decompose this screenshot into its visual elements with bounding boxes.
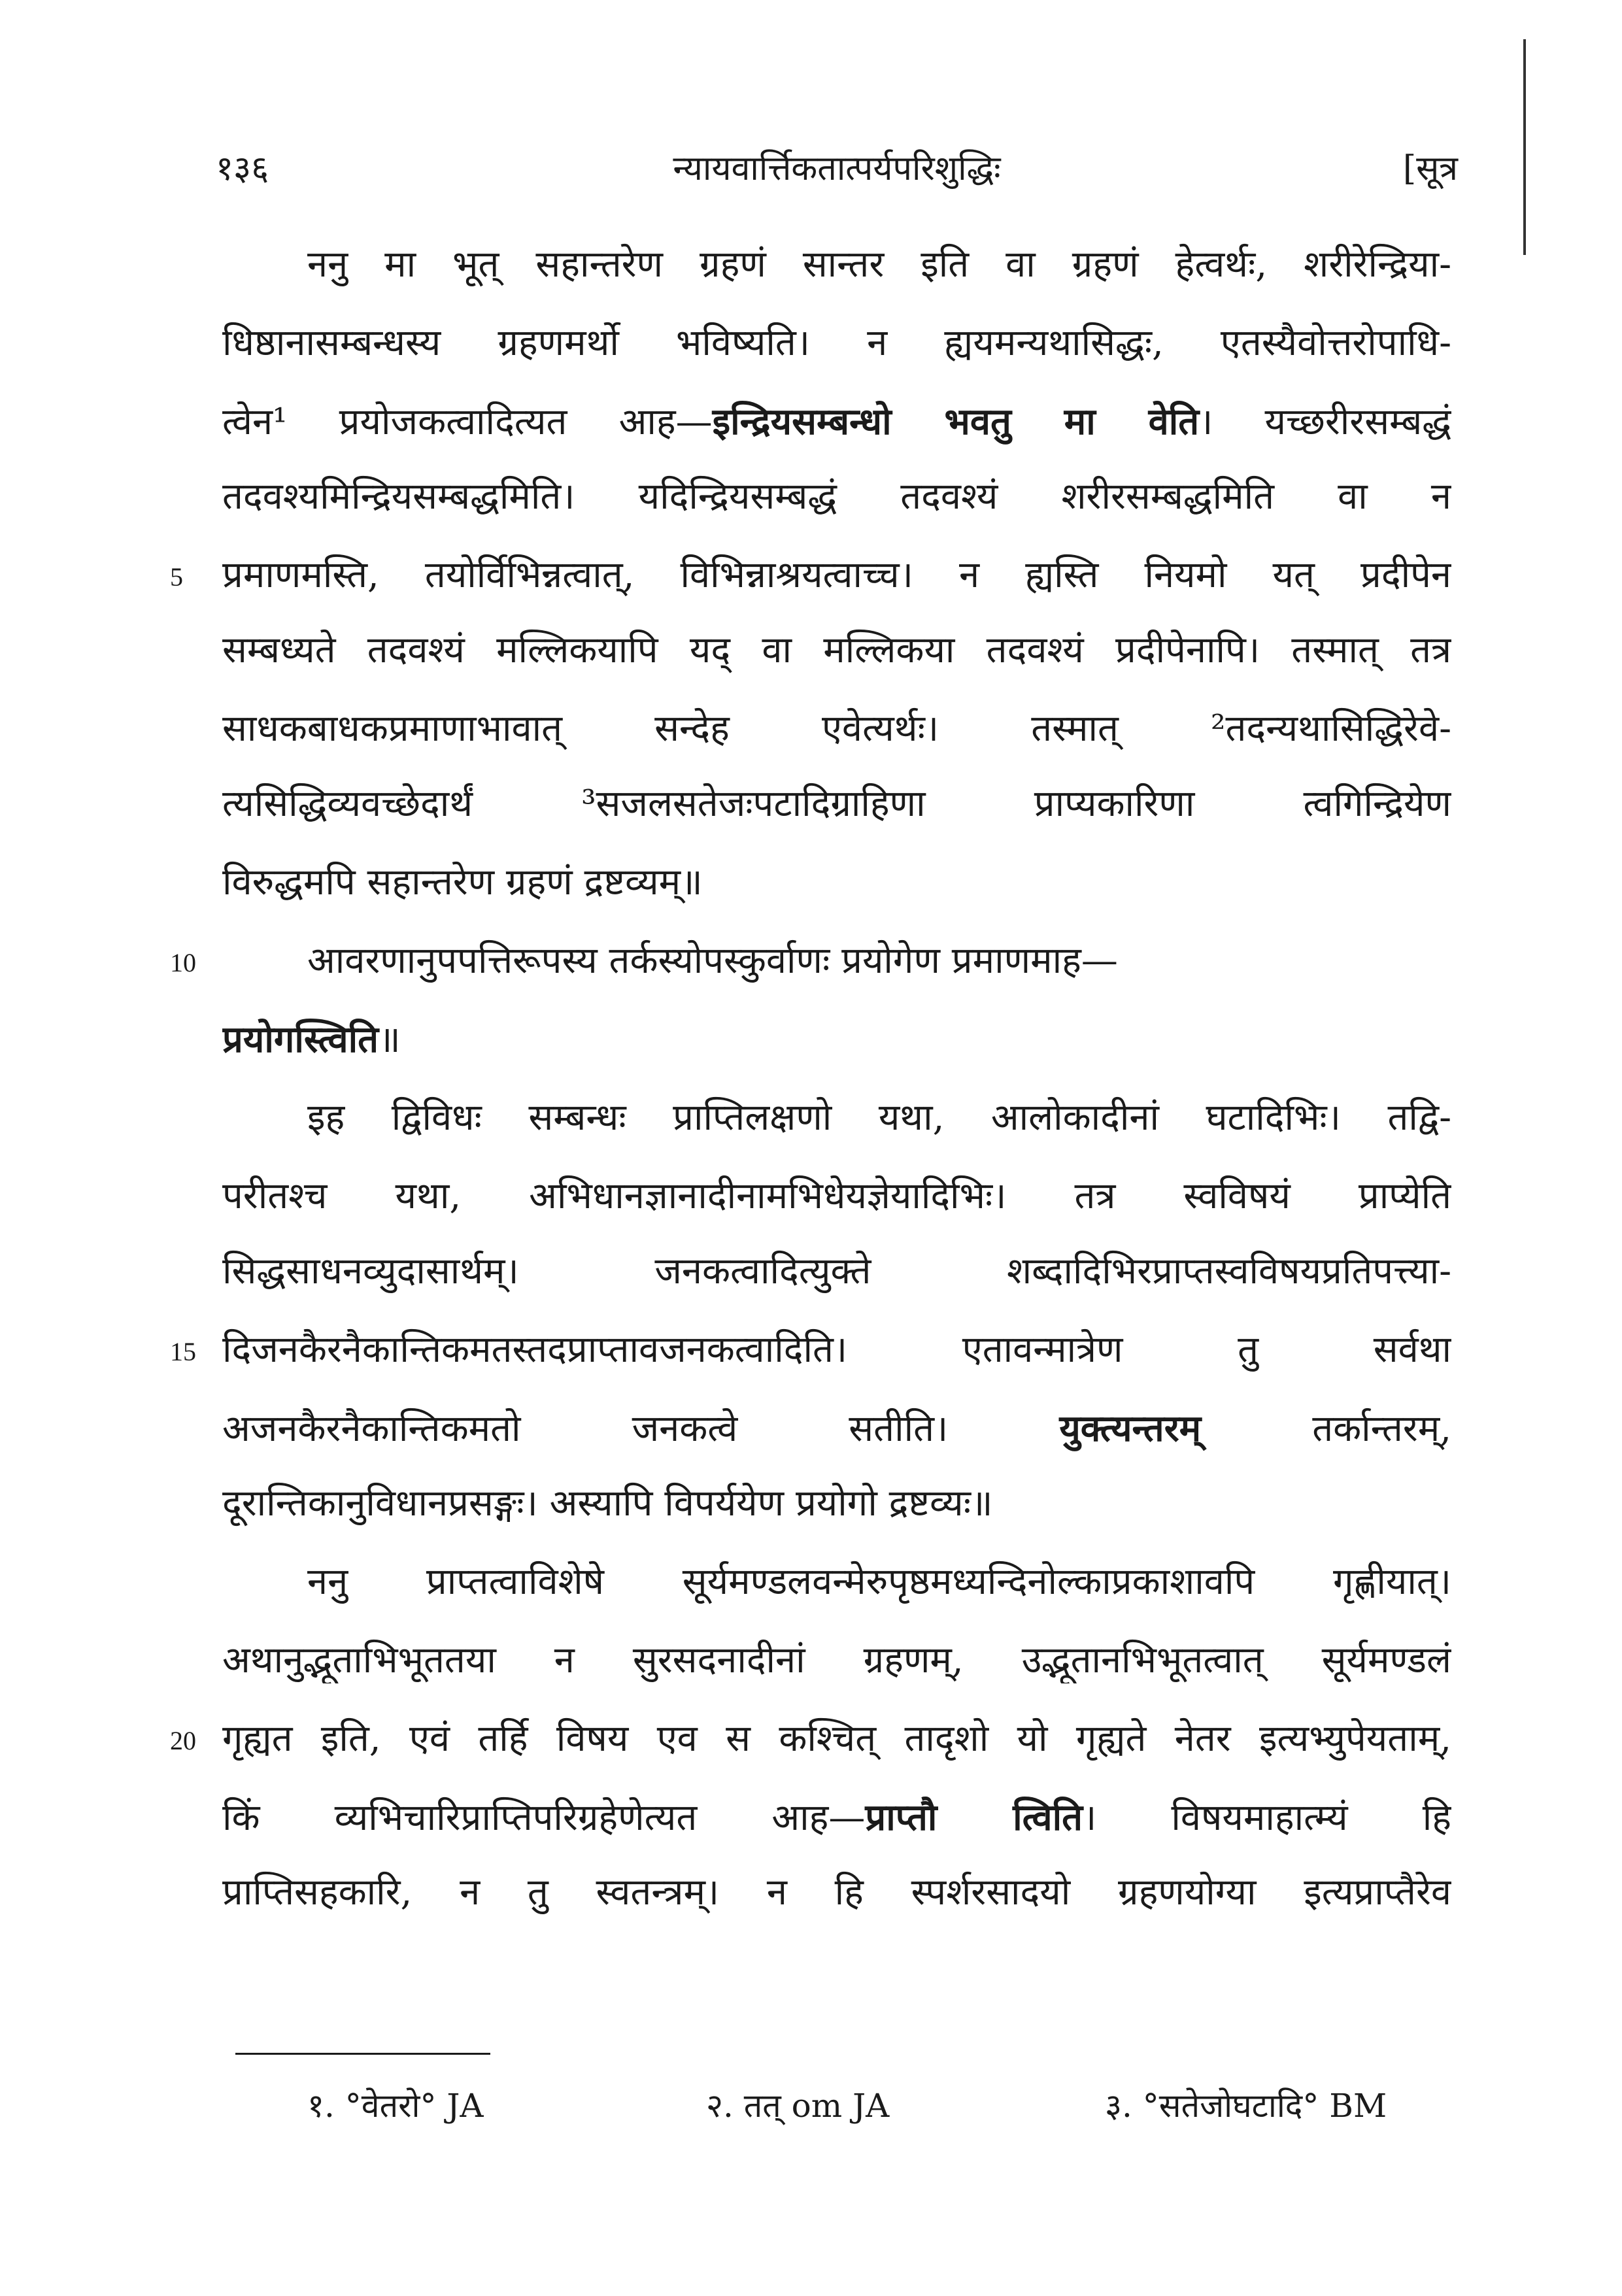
text-span: गृह्यत इति, एवं तर्हि विषय एव स कश्चित् तादृशो यो गृह्यते नेतर इत्यभ्युपेयताम्,	[222, 1717, 1451, 1760]
text-span: किं व्यभिचारिप्राप्तिपरिग्रहेणेत्यत आह—	[222, 1797, 866, 1839]
text-line	[222, 1406, 1451, 1452]
text-span: सम्बध्यते तदवश्यं मल्लिकयापि यद् वा मल्लिकया तदवश्यं प्रदीपेनापि। तस्मात् तत्र	[222, 629, 1451, 671]
text-line	[222, 474, 1451, 520]
text-span: प्रमाणमस्ति, तयोर्विभिन्नत्वात्, विभिन्नाश्रयत्वाच्च। न ह्यस्ति नियमो यत् प्रदीपेन	[222, 554, 1451, 596]
scan-edge-mark	[1523, 39, 1526, 255]
text-span: आवरणानुपपत्तिरूपस्य तर्कस्योपस्कुर्वाणः प्रयोगेण प्रमाणमाह—	[307, 939, 1118, 982]
text-line	[222, 1017, 1451, 1063]
bold-quote: इन्द्रियसम्बन्धो भवतु मा वेति	[712, 400, 1200, 443]
text-line	[222, 1716, 1451, 1762]
text-line	[222, 628, 1451, 673]
bold-quote: प्रयोगस्त्विति	[222, 1018, 379, 1061]
text-span: प्राप्तिसहकारि, न तु स्वतन्त्रम्। न हि स्पर्शरसादयो ग्रहणयोग्या इत्यप्राप्तैरेव	[222, 1871, 1451, 1914]
text-line	[222, 1249, 1451, 1294]
section-label: [सूत्र	[1402, 149, 1458, 188]
line-number: 10	[170, 948, 196, 977]
text-line	[222, 320, 1451, 366]
text-span: ननु मा भूत् सहान्तरेण ग्रहणं सान्तर इति वा ग्रहणं हेत्वर्थः, शरीरेन्द्रिया-	[307, 243, 1451, 286]
text-span: तर्कान्तरम्,	[1201, 1408, 1451, 1450]
text-line	[222, 1095, 1451, 1141]
line-number: 15	[170, 1337, 196, 1366]
text-line	[222, 1481, 1451, 1527]
text-span: ननु प्राप्तत्वाविशेषे सूर्यमण्डलवन्मेरुपृष्ठमध्यन्दिनोल्काप्रकाशावपि गृह्णीयात्।	[307, 1561, 1451, 1603]
text-span: ॥	[379, 1019, 401, 1061]
text-span: त्वेन¹ प्रयोजकत्वादित्यत आह—	[222, 401, 713, 443]
text-line	[222, 1870, 1451, 1916]
text-line	[222, 1795, 1451, 1841]
text-line	[222, 1173, 1451, 1219]
text-span: त्यसिद्धिव्यवच्छेदार्थं ³सजलसतेजःपटादिग्राहिणा प्राप्यकारिणा त्वगिन्द्रियेण	[222, 783, 1451, 825]
text-span: इह द्विविधः सम्बन्धः प्राप्तिलक्षणो यथा, आलोकादीनां घटादिभिः। तद्वि-	[307, 1096, 1451, 1139]
footnote-1: १. °वेतरो° JA	[307, 2087, 484, 2125]
text-line	[222, 1327, 1451, 1373]
line-number: 20	[170, 1726, 196, 1755]
text-span: । यच्छरीरसम्बद्धं	[1199, 401, 1451, 443]
text-span: परीतश्च यथा, अभिधानज्ञानादीनामभिधेयज्ञेयादिभिः। तत्र स्वविषयं प्राप्येति	[222, 1175, 1451, 1217]
text-line	[222, 938, 1451, 984]
text-line	[222, 399, 1451, 445]
text-line	[222, 1638, 1451, 1683]
running-title: न्यायवार्त्तिकतात्पर्यपरिशुद्धिः	[673, 149, 1001, 188]
text-line	[222, 781, 1451, 827]
text-span: दूरान्तिकानुविधानप्रसङ्गः। अस्यापि विपर्ययेण प्रयोगो द्रष्टव्यः॥	[222, 1482, 993, 1525]
text-span: । विषयमाहात्म्यं हि	[1083, 1797, 1451, 1839]
text-span: दिजनकैरनैकान्तिकमतस्तदप्राप्तावजनकत्वादिति। एतावन्मात्रेण तु सर्वथा	[222, 1328, 1451, 1371]
text-span: साधकबाधकप्रमाणाभावात् सन्देह एवेत्यर्थः। तस्मात् ²तदन्यथासिद्धिरेवे-	[222, 707, 1451, 750]
text-line	[222, 1559, 1451, 1605]
footnote-3: ३. °सतेजोघटादि° BM	[1105, 2087, 1387, 2125]
line-number: 5	[170, 562, 183, 592]
text-line	[222, 860, 1451, 905]
text-line	[222, 552, 1451, 598]
running-header	[216, 144, 1458, 196]
footnote-2: २. तत् om JA	[706, 2087, 890, 2125]
bold-quote: प्राप्तौ त्विति	[865, 1796, 1083, 1839]
bold-quote: युक्त्यन्तरम्	[1059, 1407, 1202, 1450]
text-line	[222, 242, 1451, 288]
page-number: १३६	[216, 149, 269, 188]
text-span: तदवश्यमिन्द्रियसम्बद्धमिति। यदिन्द्रियसम्बद्धं तदवश्यं शरीरसम्बद्धमिति वा न	[222, 475, 1451, 518]
text-span: अथानुद्भूताभिभूततया न सुरसदनादीनां ग्रहणम्, उद्भूतानभिभूतत्वात् सूर्यमण्डलं	[222, 1639, 1451, 1681]
text-line	[222, 706, 1451, 752]
text-span: विरुद्धमपि सहान्तरेण ग्रहणं द्रष्टव्यम्॥	[222, 861, 703, 903]
footnote-rule	[235, 2053, 490, 2055]
text-span: सिद्धसाधनव्युदासार्थम्। जनकत्वादित्युक्ते शब्दादिभिरप्राप्तस्वविषयप्रतिपत्त्या-	[222, 1250, 1451, 1292]
text-span: अजनकैरनैकान्तिकमतो जनकत्वे सतीति।	[222, 1408, 1060, 1450]
text-span: धिष्ठानासम्बन्धस्य ग्रहणमर्थो भविष्यति। न ह्ययमन्यथासिद्धः, एतस्यैवोत्तरोपाधि-	[222, 322, 1451, 364]
